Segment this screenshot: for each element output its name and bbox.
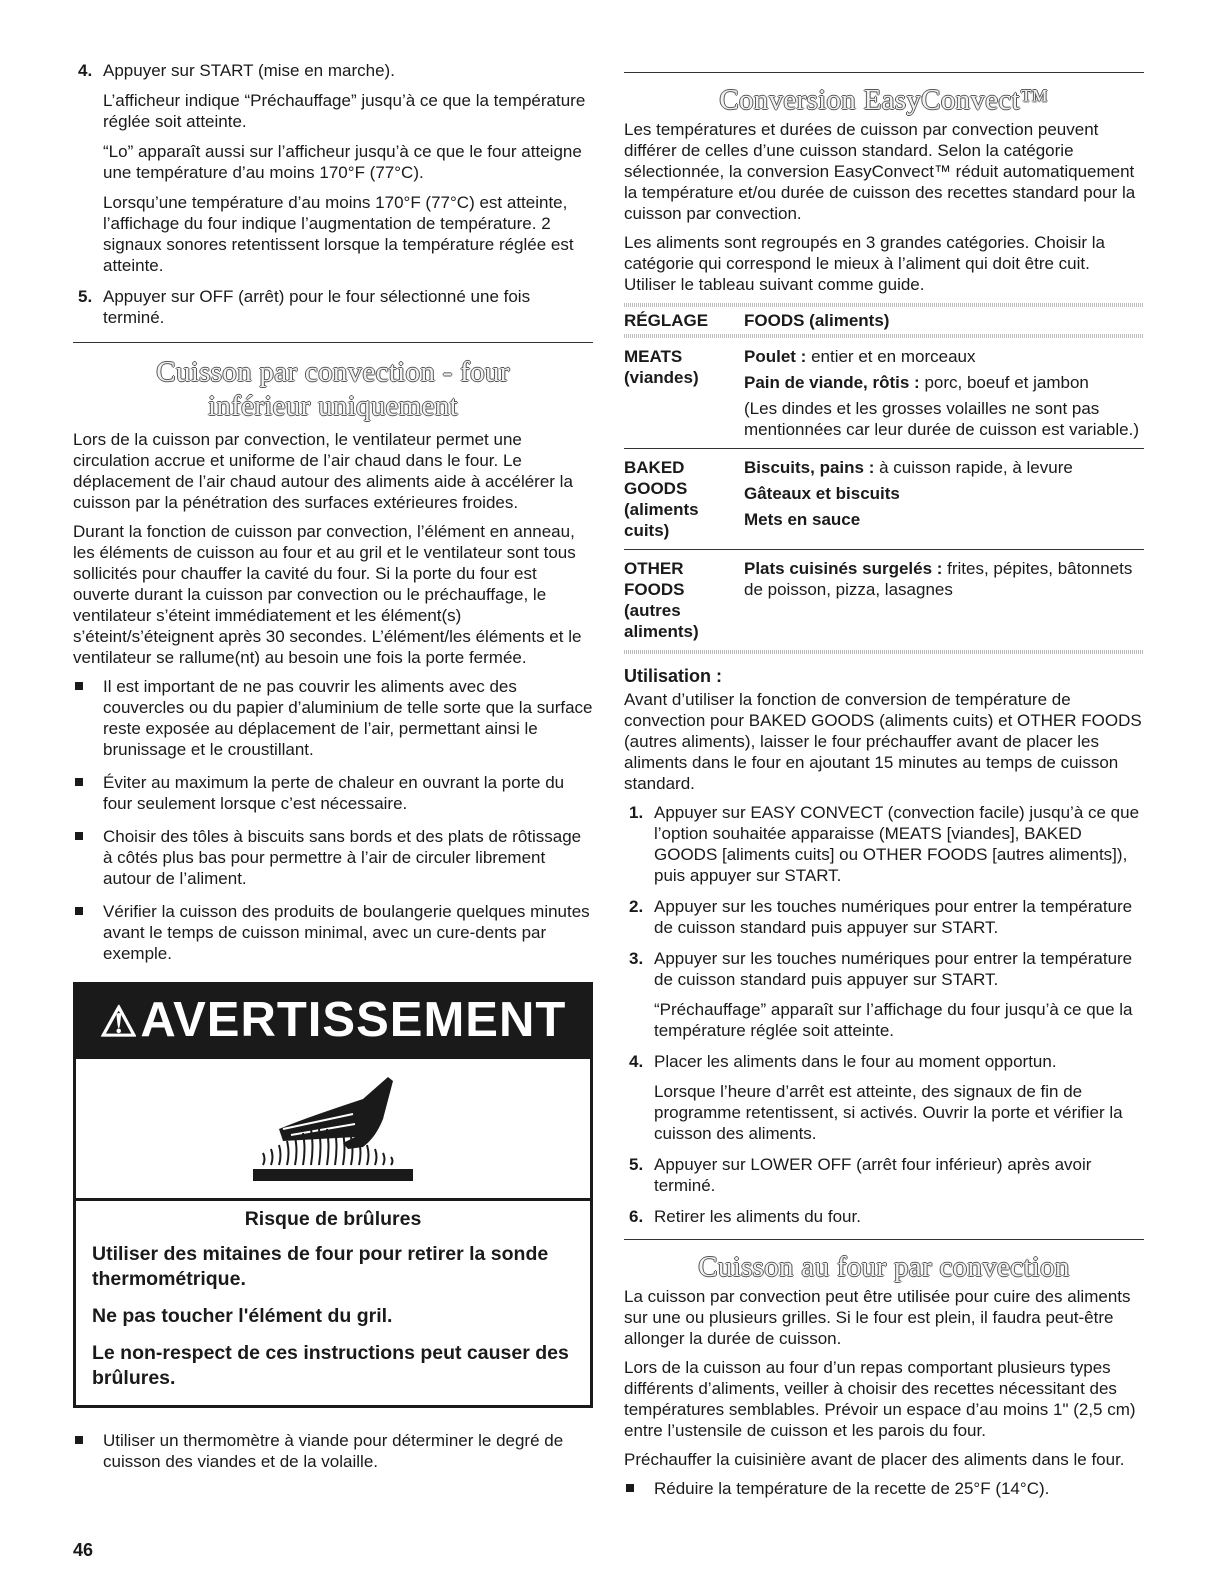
food-item-text: entier et en morceaux bbox=[806, 347, 976, 366]
paragraph: Les aliments sont regroupés en 3 grandes catégories. Choisir la catégorie qui correspond le mieux à l’aliment qui doit être cuit. Utiliser le tableau suivant comme guide. bbox=[624, 233, 1105, 294]
bullet-item: Il est important de ne pas couvrir les aliments avec des couvercles ou du papier d’aluminium de telle sorte que la surface reste exposée au déplacement de l’air, permettant ainsi le brunissage et le croustillant. bbox=[73, 676, 593, 760]
step-number: 5. bbox=[78, 287, 93, 306]
bullet-item: Vérifier la cuisson des produits de boulangerie quelques minutes avant le temps de cuisson minimal, avec un cure-dents par exemple. bbox=[73, 901, 593, 964]
step-number: 2. bbox=[629, 897, 644, 916]
paragraph: Les températures et durées de cuisson par convection peuvent différer de celles d’une cuisson standard. Selon la catégorie sélectionnée, la conversion EasyConvect™ réduit automatiquement la température et/ou durée de cuisson des recettes standard pour la cuisson par convection. bbox=[624, 120, 1136, 223]
bullet-item: Réduire la température de la recette de 25°F (14°C). bbox=[624, 1478, 1144, 1499]
utilisation-heading: Utilisation : bbox=[624, 666, 722, 686]
warning-body bbox=[76, 1201, 590, 1405]
bullet-item: Utiliser un thermomètre à viande pour déterminer le degré de cuisson des viandes et de la volaille. bbox=[73, 1430, 593, 1472]
section-divider bbox=[73, 342, 593, 343]
table-row bbox=[624, 338, 1144, 448]
step-5 bbox=[73, 286, 593, 328]
warning-risk: Risque de brûlures bbox=[244, 1208, 422, 1230]
paragraph: Lors de la cuisson par convection, le ventilateur permet une circulation accrue et uniforme de l’air chaud dans le four. Le déplacement de l’air chaud autour des aliments aide à accélérer la cuisson par la pénétration des surfaces extérieures froides. bbox=[73, 430, 573, 512]
table-foods-cell bbox=[744, 346, 1144, 440]
step-text: L’afficheur indique “Préchauffage” jusqu’à ce que la température réglée soit atteinte. bbox=[103, 91, 586, 131]
table-row bbox=[624, 550, 1144, 650]
food-item bbox=[744, 558, 1144, 600]
bullet-item: Choisir des tôles à biscuits sans bords et des plats de rôtissage à côtés plus bas pour permettre à l’air de circuler librement autour de l’aliment. bbox=[73, 826, 593, 889]
paragraph: Avant d’utiliser la fonction de conversion de température de convection pour BAKED GOODS (aliments cuits) et OTHER FOODS (autres aliments), laisser le four préchauffer avant de placer les aliments dans le four en ajoutant 15 minutes au temps de cuisson standard. bbox=[624, 690, 1142, 793]
paragraph: Lors de la cuisson au four d’un repas comportant plusieurs types différents d’aliments, veiller à choisir des recettes nécessitant des températures semblables. Prévoir un espace d’au moins 1" (2,5 cm) entre l’ustensile de cuisson et les parois du four. bbox=[624, 1358, 1136, 1440]
table-row bbox=[624, 449, 1144, 549]
step-number: 4. bbox=[629, 1052, 644, 1071]
step-text: Lorsqu’une température d’au moins 170°F (77°C) est atteinte, l’affichage du four indique l’augmentation de température. 2 signaux sonores retentissent lorsque la température réglée est atteinte. bbox=[103, 193, 574, 275]
warning-title: AVERTISSEMENT bbox=[140, 993, 567, 1047]
paragraph: Préchauffer la cuisinière avant de placer des aliments dans le four. bbox=[624, 1450, 1125, 1469]
food-item bbox=[744, 509, 1144, 530]
warning-triangle-icon: ⚠ bbox=[99, 998, 139, 1045]
step-number: 4. bbox=[78, 61, 93, 80]
right-column bbox=[624, 60, 1144, 1511]
table-setting-cell: MEATS (viandes) bbox=[624, 347, 699, 387]
bullet-item: Éviter au maximum la perte de chaleur en ouvrant la porte du four seulement lorsque c’est nécessaire. bbox=[73, 772, 593, 814]
section-divider bbox=[624, 72, 1144, 73]
step-text: Appuyer sur OFF (arrêt) pour le four sélectionné une fois terminé. bbox=[103, 287, 531, 327]
paragraph: Durant la fonction de cuisson par convection, l’élément en anneau, les éléments de cuisson au four et au gril et le ventilateur sont tous sollicités pour chauffer la cavité du four. Si la porte du four est ouverte durant la cuisson par convection ou le préchauffage, le ventilateur s’éteint immédiatement et les élément(s) s’éteint/s’éteignent après 30 secondes. L’élément/les éléments et le ventilateur se rallume(nt) au besoin une fois la porte fermée. bbox=[73, 522, 582, 667]
table-foods-cell bbox=[744, 457, 1144, 541]
step-3 bbox=[624, 948, 1144, 1041]
step-text: Appuyer sur START (mise en marche). bbox=[103, 61, 395, 80]
food-item-label: Mets en sauce bbox=[744, 510, 861, 529]
food-item bbox=[744, 372, 1144, 393]
page-number: 46 bbox=[73, 1540, 94, 1560]
table-header-cell: RÉGLAGE bbox=[624, 311, 709, 330]
warning-line: Ne pas toucher l'élément du gril. bbox=[92, 1305, 393, 1327]
step-1 bbox=[624, 802, 1144, 886]
step-5 bbox=[624, 1154, 1144, 1196]
step-number: 6. bbox=[629, 1207, 644, 1226]
step-text: Appuyer sur les touches numériques pour entrer la température de cuisson standard puis appuyer sur START. bbox=[654, 897, 1133, 937]
warning-line: Le non-respect de ces instructions peut causer des brûlures. bbox=[92, 1342, 569, 1389]
step-text: Appuyer sur les touches numériques pour entrer la température de cuisson standard puis appuyer sur START. bbox=[654, 949, 1133, 989]
section-divider bbox=[624, 1239, 1144, 1240]
table-setting-cell: OTHER FOODS (autres aliments) bbox=[624, 559, 699, 641]
step-2 bbox=[624, 896, 1144, 938]
food-item-label: Poulet : bbox=[744, 347, 807, 366]
step-text: Retirer les aliments du four. bbox=[654, 1207, 861, 1226]
food-item-text: porc, boeuf et jambon bbox=[919, 373, 1089, 392]
step-text: Appuyer sur EASY CONVECT (convection facile) jusqu’à ce que l’option souhaitée apparaisse (MEATS [viandes], BAKED GOODS [aliments cuits] ou OTHER FOODS [autres aliments]), puis appuyer sur START. bbox=[654, 803, 1140, 885]
food-item bbox=[744, 483, 1144, 504]
step-number: 1. bbox=[629, 803, 644, 822]
table-setting-cell: BAKED GOODS (aliments cuits) bbox=[624, 458, 699, 540]
food-item bbox=[744, 398, 1144, 440]
food-item-text: frites, pépites, bâtonnets de poisson, pizza, lasagnes bbox=[744, 559, 1133, 599]
left-column bbox=[73, 60, 593, 1484]
step-text: Appuyer sur LOWER OFF (arrêt four inférieur) après avoir terminé. bbox=[654, 1155, 1092, 1195]
section-title-convection: Cuisson par convection - four inférieur uniquement bbox=[156, 356, 510, 422]
food-item-label: Plats cuisinés surgelés : bbox=[744, 559, 943, 578]
warning-line: Utiliser des mitaines de four pour retirer la sonde thermométrique. bbox=[92, 1243, 549, 1290]
hot-surface-hand-icon bbox=[76, 1059, 590, 1201]
food-item-label: Gâteaux et biscuits bbox=[744, 484, 900, 503]
food-item-label: Biscuits, pains : bbox=[744, 458, 875, 477]
easyconvect-table bbox=[624, 303, 1144, 654]
table-shade bbox=[624, 650, 1144, 654]
food-item-label: Pain de viande, rôtis : bbox=[744, 373, 920, 392]
table-header-cell: FOODS (aliments) bbox=[744, 311, 890, 330]
table-foods-cell bbox=[744, 558, 1144, 642]
section-title-easyconvect: Conversion EasyConvect™ bbox=[719, 84, 1049, 116]
step-number: 5. bbox=[629, 1155, 644, 1174]
section-title-convection-bake: Cuisson au four par convection bbox=[698, 1251, 1070, 1283]
paragraph: La cuisson par convection peut être utilisée pour cuire des aliments sur une ou plusieurs grilles. Si le four est plein, il faudra peut-être allonger la durée de cuisson. bbox=[624, 1287, 1131, 1348]
step-text: Lorsque l’heure d’arrêt est atteinte, des signaux de fin de programme retentissent, si activés. Ouvrir la porte et vérifier la cuisson des aliments. bbox=[654, 1082, 1123, 1143]
food-item-text: (Les dindes et les grosses volailles ne sont pas mentionnées car leur durée de cuisson est variable.) bbox=[744, 399, 1139, 439]
step-number: 3. bbox=[629, 949, 644, 968]
food-item bbox=[744, 457, 1144, 478]
warning-box bbox=[73, 982, 593, 1408]
step-4 bbox=[624, 1051, 1144, 1144]
step-6 bbox=[624, 1206, 1144, 1227]
table-header-row bbox=[624, 307, 1144, 334]
step-text: “Lo” apparaît aussi sur l’afficheur jusqu’à ce que le four atteigne une température d’au moins 170°F (77°C). bbox=[103, 142, 582, 182]
food-item bbox=[744, 346, 1144, 367]
step-4 bbox=[73, 60, 593, 276]
step-text: “Préchauffage” apparaît sur l’affichage du four jusqu’à ce que la température réglée soit atteinte. bbox=[654, 1000, 1133, 1040]
warning-header bbox=[76, 985, 590, 1059]
step-text: Placer les aliments dans le four au moment opportun. bbox=[654, 1052, 1057, 1071]
food-item-text: à cuisson rapide, à levure bbox=[874, 458, 1073, 477]
